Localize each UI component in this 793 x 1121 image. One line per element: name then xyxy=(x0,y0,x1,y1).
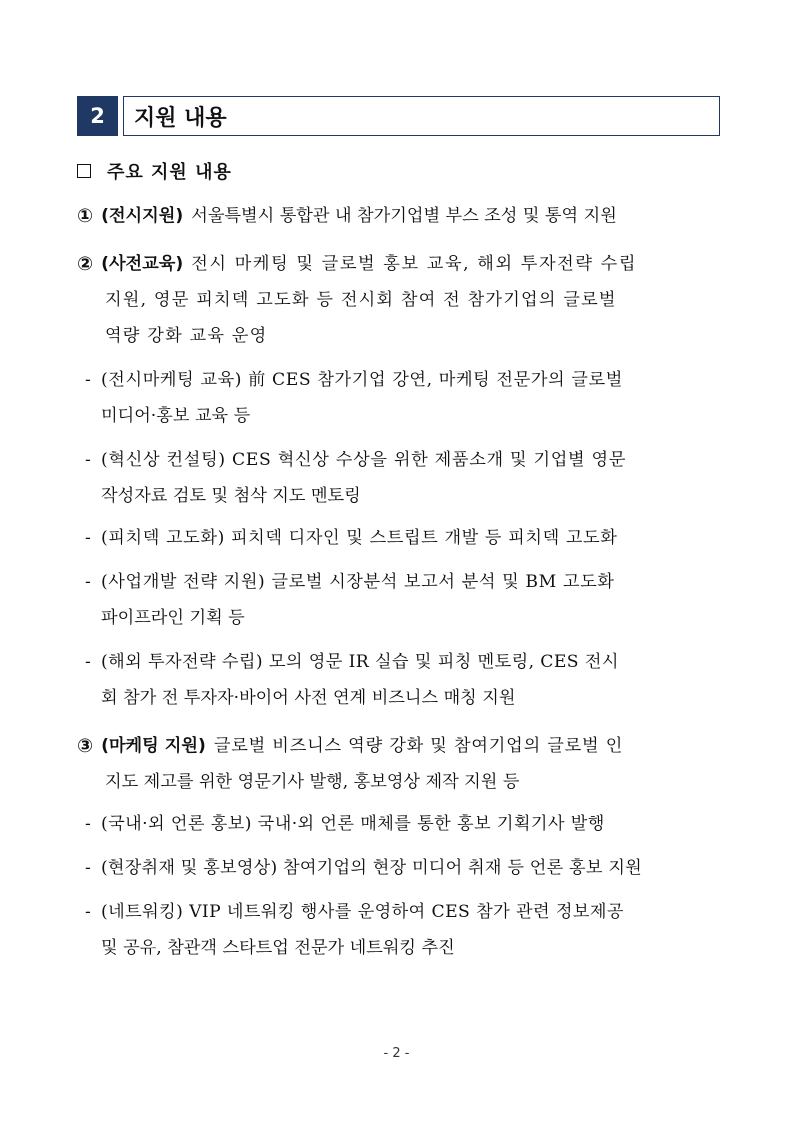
checkbox-icon xyxy=(77,164,91,178)
sub-item-exhibition-marketing: - (전시마케팅 교육) 前 CES 참가기업 강연, 마케팅 전문가의 글로벌 미디어·홍보 교육 등 xyxy=(85,370,623,426)
item-text: 지원, 영문 피치덱 고도화 등 전시회 참여 전 참가기업의 글로벌 xyxy=(105,290,617,310)
sub-item-investment-strategy: - (해외 투자전략 수립) 모의 영문 IR 실습 및 피칭 멘토링, CES 전시 회 참가 전 투자자·바이어 사전 연계 비즈니스 매칭 지원 xyxy=(85,652,619,708)
sub-item-press-promotion: - (국내·외 언론 홍보) 국내·외 언론 매체를 통한 홍보 기획기사 발행 xyxy=(85,814,605,834)
item-text: 역량 강화 교육 운영 xyxy=(105,326,268,346)
item-number: ① xyxy=(77,205,94,227)
sub-heading xyxy=(77,158,232,184)
section-title: 지원 내용 xyxy=(134,105,227,131)
section-number: 2 xyxy=(77,96,118,136)
item-number: ② xyxy=(77,253,94,275)
sub-item-networking: - (네트워킹) VIP 네트워킹 행사를 운영하여 CES 참가 관련 정보제공 및 공유, 참관객 스타트업 전문가 네트워킹 추진 xyxy=(85,902,624,958)
sub-item-field-coverage: - (현장취재 및 홍보영상) 참여기업의 현장 미디어 취재 등 언론 홍보 지원 xyxy=(85,858,642,878)
item-label: (마케팅 지원) xyxy=(101,736,206,756)
item-marketing-support xyxy=(77,728,720,800)
item-label: (사전교육) xyxy=(101,254,184,274)
item-number: ③ xyxy=(77,735,94,757)
item-pre-education xyxy=(77,246,720,354)
sub-item-pitchdeck: - (피치덱 고도화) 피치덱 디자인 및 스트립트 개발 등 피치덱 고도화 xyxy=(85,528,618,548)
page-number: - 2 - xyxy=(383,1046,410,1061)
item-label: (전시지원) xyxy=(101,206,184,226)
sub-heading-text: 주요 지원 내용 xyxy=(107,162,232,183)
sub-item-business-strategy: - (사업개발 전략 지원) 글로벌 시장분석 보고서 분석 및 BM 고도화 파이프라인 기획 등 xyxy=(85,572,615,628)
item-text: 전시 마케팅 및 글로벌 홍보 교육, 해외 투자전략 수립 xyxy=(191,254,638,274)
sub-item-innovation-consulting: - (혁신상 컨설팅) CES 혁신상 수상을 위한 제품소개 및 기업별 영문 작성자료 검토 및 첨삭 지도 멘토링 xyxy=(85,450,627,506)
item-text: 글로벌 비즈니스 역량 강화 및 참여기업의 글로벌 인 xyxy=(213,736,624,756)
item-exhibition-support xyxy=(77,198,720,234)
section-title-box xyxy=(123,96,720,136)
item-text: 지도 제고를 위한 영문기사 발행, 홍보영상 제작 지원 등 xyxy=(105,772,520,792)
section-header xyxy=(77,96,720,136)
item-text: 서울특별시 통합관 내 참가기업별 부스 조성 및 통역 지원 xyxy=(191,206,617,226)
